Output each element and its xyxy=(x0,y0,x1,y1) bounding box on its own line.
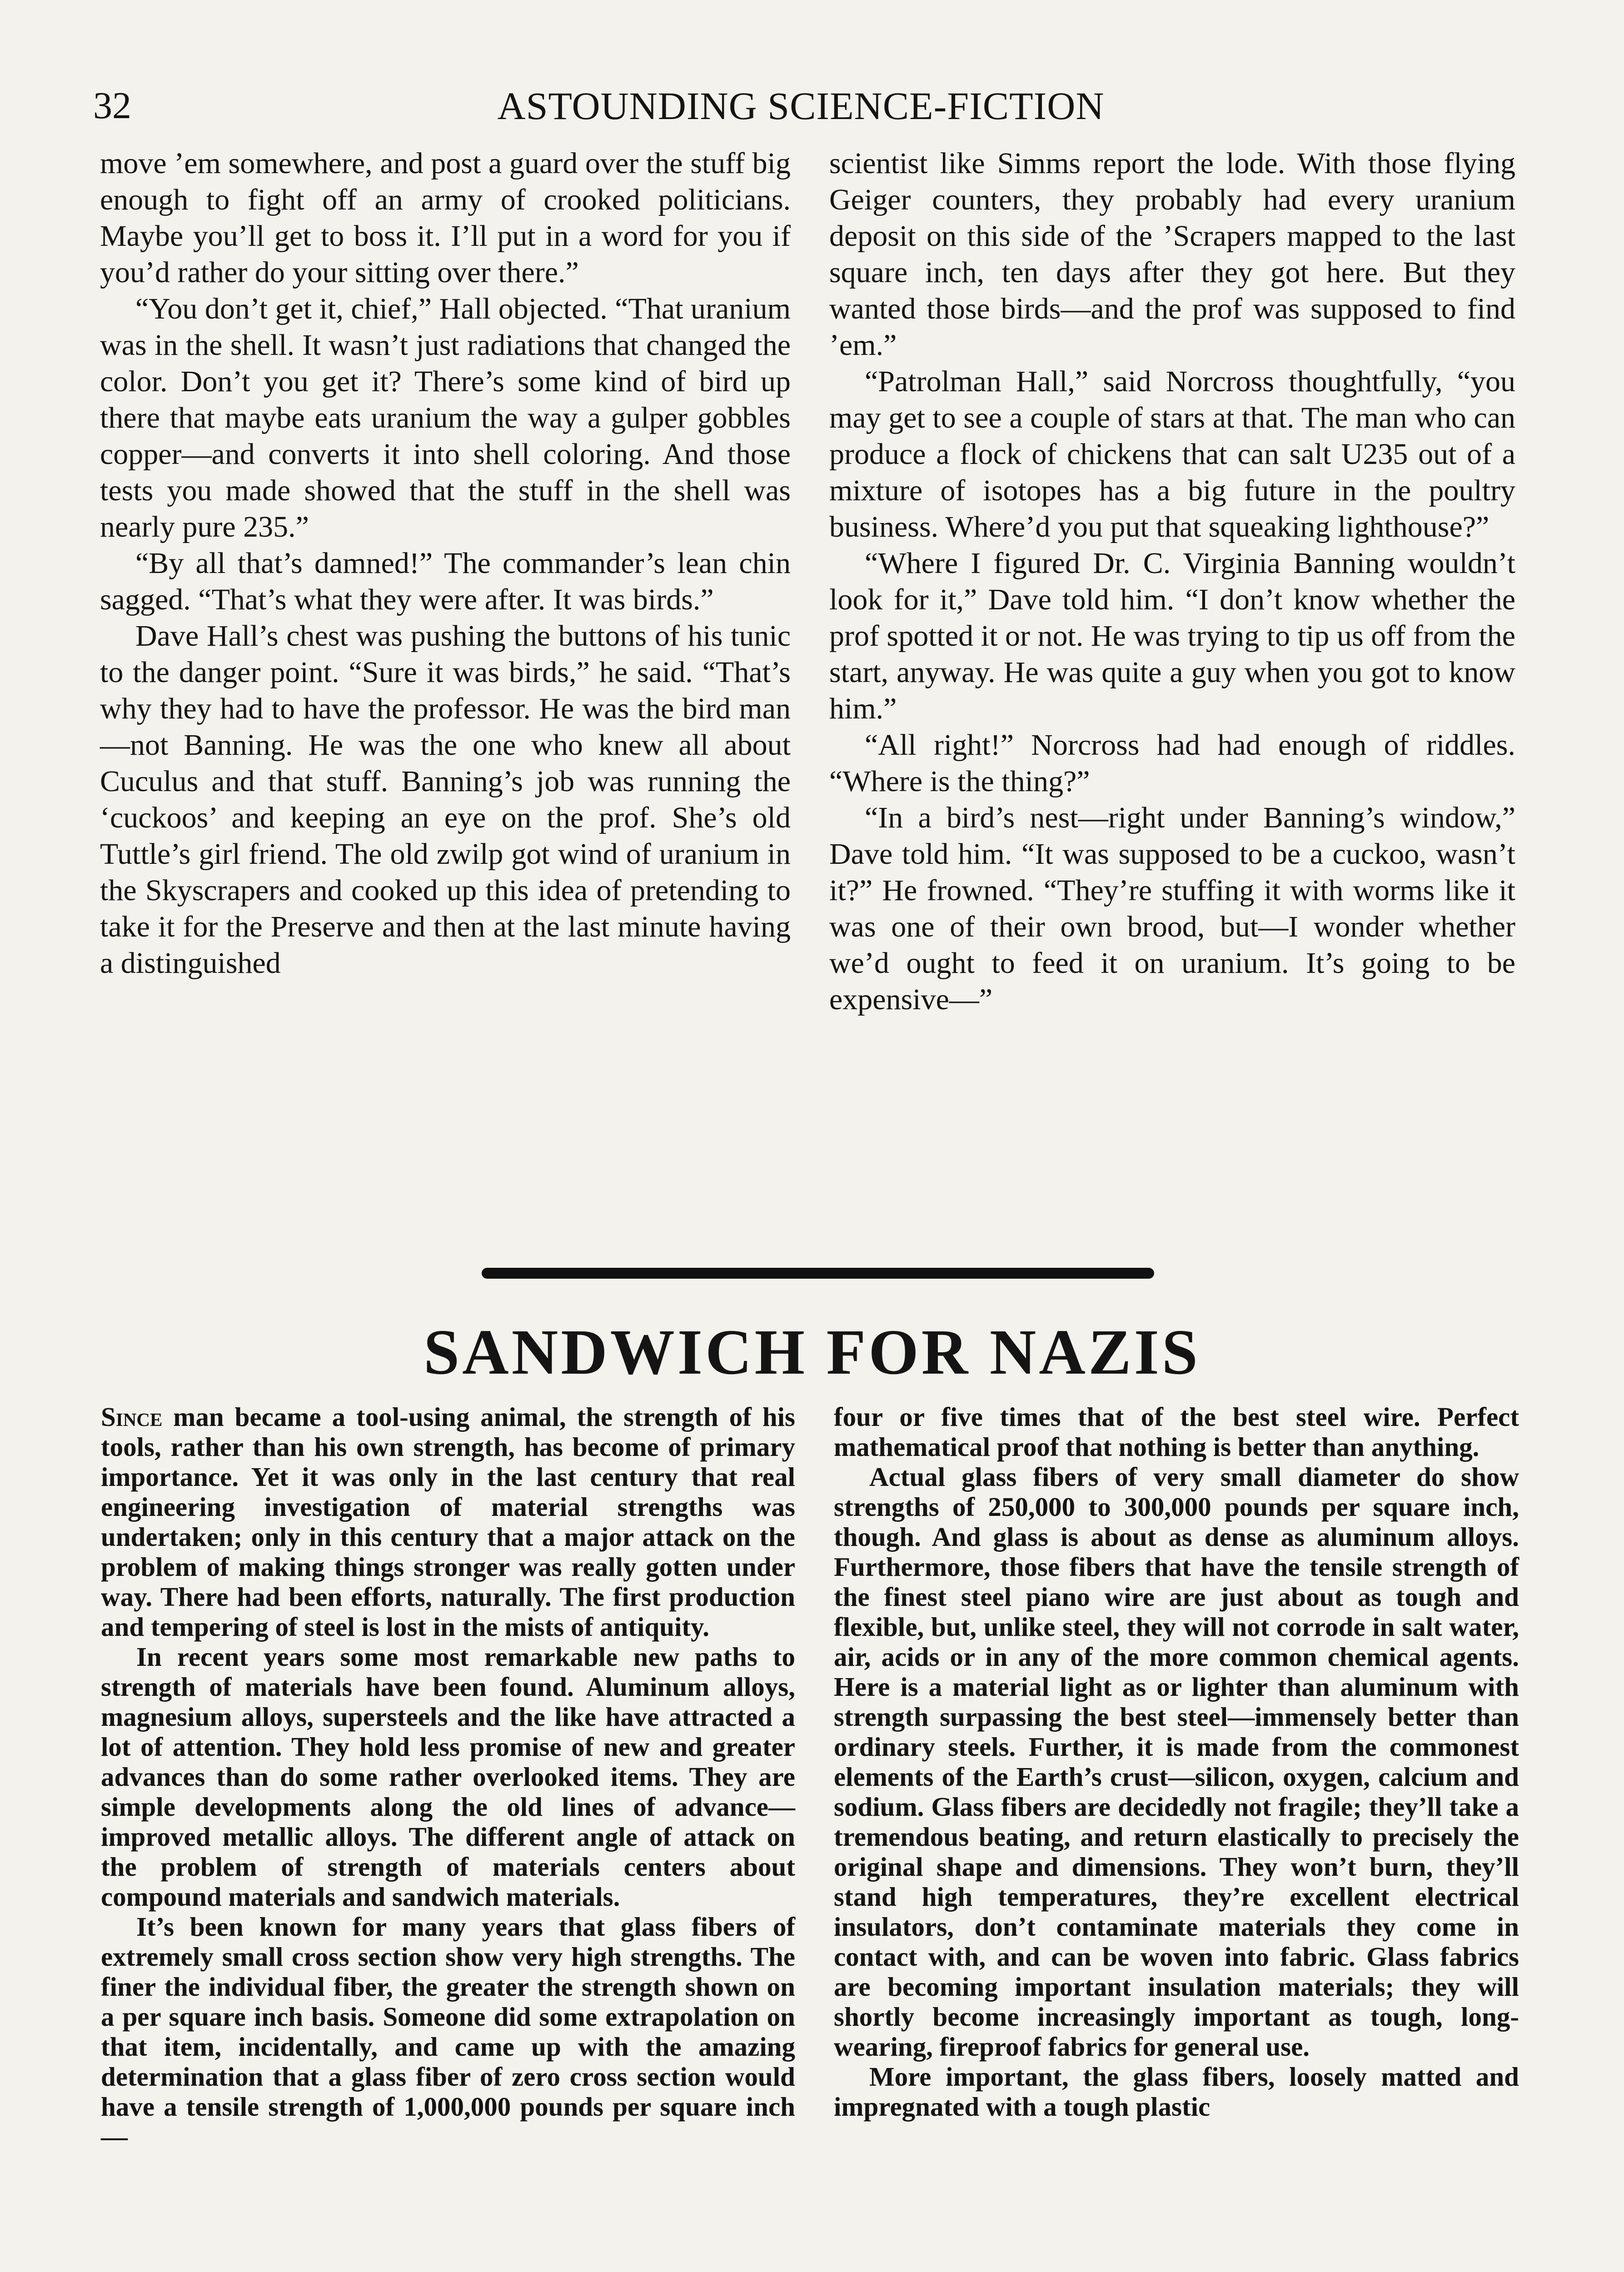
article-paragraph: In recent years some most remarkable new paths to strength of materials have been found. Aluminum alloys, magnesium alloys, supersteels and the like have attracted a lot of attention. They hold less promise of new and greater advances than do some rather overlooked items. They are simple developments along the old lines of advance—improved metallic alloys. The different angle of attack on the problem of strength of materials centers about compound materials and sandwich materials. xyxy=(101,1642,795,1912)
article-paragraph xyxy=(101,1402,795,1642)
story-paragraph: Dave Hall’s chest was pushing the buttons of his tunic to the danger point. “Sure it was birds,” he said. “That’s why they had to have the professor. He was the bird man—not Banning. He was the one who knew all about Cuculus and that stuff. Banning’s job was running the ‘cuckoos’ and keeping an eye on the prof. She’s old Tuttle’s girl friend. The old zwilp got wind of uranium in the Skyscrapers and cooked up this idea of pretending to take it for the Preserve and then at the last minute having a distinguished xyxy=(100,619,791,980)
story-paragraph: “Where I figured Dr. C. Virginia Banning wouldn’t look for it,” Dave told him. “I don’t know whether the prof spotted it or not. He was trying to tip us off from the start, anyway. He was quite a guy when you got to know him.” xyxy=(829,547,1515,725)
story-paragraph: “By all that’s damned!” The commander’s lean chin sagged. “That’s what they were after. It was birds.” xyxy=(100,547,791,616)
story-paragraph: “All right!” Norcross had had enough of riddles. “Where is the thing?” xyxy=(829,728,1515,798)
story-column-left xyxy=(100,145,791,982)
story-paragraph: “Patrolman Hall,” said Norcross thoughtfully, “you may get to see a couple of stars at that. The man who can produce a flock of chickens that can salt U235 out of a mixture of isotopes has a big future in the poultry business. Where’d you put that squeaking lighthouse?” xyxy=(829,365,1515,543)
article-first-word: Since xyxy=(101,1402,163,1432)
article-paragraph-text: man became a tool-using animal, the strength of his tools, rather than his own strength, has become of primary importance. Yet it was only in the last century that real engineering investigation of material strengths was undertaken; only in this century that a major attack on the problem of making things stronger was really gotten under way. There had been efforts, naturally. The first production and tempering of steel is lost in the mists of antiquity. xyxy=(101,1402,795,1642)
story-paragraph: “In a bird’s nest—right under Banning’s window,” Dave told him. “It was supposed to be a cuckoo, wasn’t it?” He frowned. “They’re stuffing it with worms like it was one of their own brood, but—I wonder whether we’d ought to feed it on uranium. It’s going to be expensive—” xyxy=(829,801,1515,1016)
article-paragraph: It’s been known for many years that glass fibers of extremely small cross section show very high strengths. The finer the individual fiber, the greater the strength shown on a per square inch basis. Someone did some extrapolation on that item, incidentally, and came up with the amazing determination that a glass fiber of zero cross section would have a tensile strength of 1,000,000 pounds per square inch— xyxy=(101,1912,795,2152)
article-paragraph: four or five times that of the best steel wire. Perfect mathematical proof that nothing is better than anything. xyxy=(834,1402,1519,1462)
article-title: SANDWICH FOR NAZIS xyxy=(423,1316,1201,1388)
article-paragraph: More important, the glass fibers, loosely matted and impregnated with a tough plastic xyxy=(834,2062,1519,2122)
article-column-right xyxy=(834,1402,1519,2122)
story-column-right xyxy=(829,145,1515,1018)
story-paragraph: move ’em somewhere, and post a guard over the stuff big enough to fight off an army of crooked politicians. Maybe you’ll get to boss it. I’ll put in a word for you if you’d rather do your sitting over there.” xyxy=(100,147,791,289)
page-header xyxy=(93,81,1509,131)
magazine-title: ASTOUNDING SCIENCE-FICTION xyxy=(497,84,1105,128)
article-paragraph: Actual glass fibers of very small diameter do show strengths of 250,000 to 300,000 pounds per square inch, though. And glass is about as dense as aluminum alloys. Furthermore, those fibers that have the tensile strength of the finest steel piano wire are just about as tough and flexible, but, unlike steel, they will not corrode in salt water, air, acids or in any of the more common chemical agents. Here is a material light as or lighter than aluminum with strength surpassing the best steel—immensely better than ordinary steels. Further, it is made from the commonest elements of the Earth’s crust—silicon, oxygen, calcium and sodium. Glass fibers are decidedly not fragile; they’ll take a tremendous beating, and return elastically to precisely the original shape and dimensions. They won’t burn, they’ll stand high temperatures, they’re excellent electrical insulators, don’t contaminate materials they come in contact with, and can be woven into fabric. Glass fabrics are becoming important insulation materials; they will shortly become increasingly important as tough, long-wearing, fireproof fabrics for general use. xyxy=(834,1462,1519,2062)
story-paragraph: “You don’t get it, chief,” Hall objected. “That uranium was in the shell. It wasn’t just radiations that changed the color. Don’t you get it? There’s some kind of bird up there that maybe eats uranium the way a gulper gobbles copper—and converts it into shell coloring. And those tests you made showed that the stuff in the shell was nearly pure 235.” xyxy=(100,292,791,543)
section-divider xyxy=(482,1268,1154,1279)
article-column-left xyxy=(101,1402,795,2152)
page-number: 32 xyxy=(93,85,131,127)
story-paragraph: scientist like Simms report the lode. With those flying Geiger counters, they probably had every uranium deposit on this side of the ’Scrapers mapped to the last square inch, ten days after they got here. But they wanted those birds—and the prof was supposed to find ’em.” xyxy=(829,147,1515,362)
